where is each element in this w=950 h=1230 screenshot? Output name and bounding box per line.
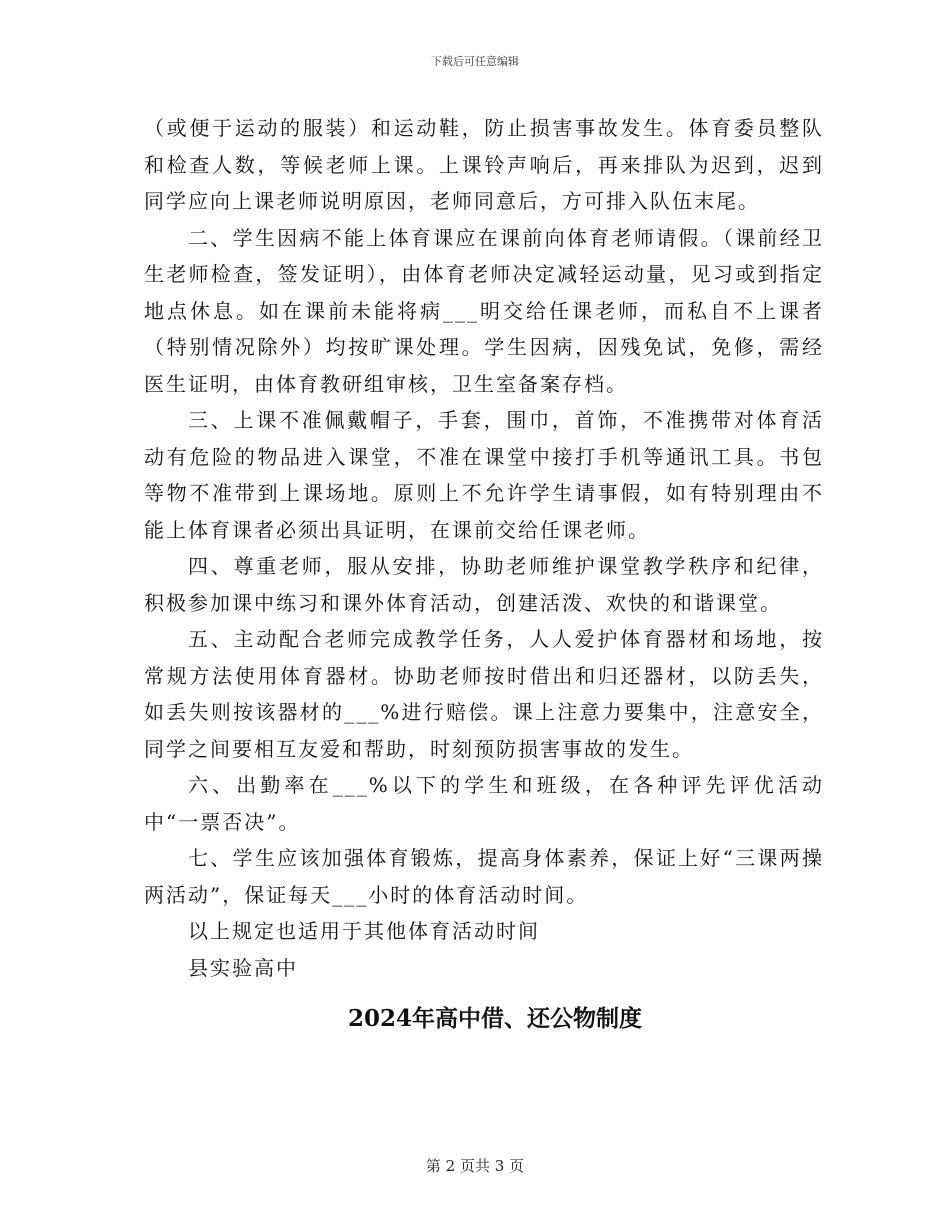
paragraph-signature: 县实验高中 [188,955,298,980]
document-body [144,110,824,986]
paragraph-rule-4: 四、尊重老师，服从安排，协助老师维护课堂教学秩序和纪律，积极参加课中练习和课外体育活动，创建活泼、欢快的和谐课堂。 [144,554,824,615]
paragraph-applicability: 以上规定也适用于其他体育活动时间 [188,919,540,943]
page-footer: 第 2 页共 3 页 [425,1157,525,1175]
paragraph-rule-6: 六、出勤率在___%以下的学生和班级，在各种评先评优活动中“一票否决”。 [144,773,824,834]
paragraph-continuation: （或便于运动的服装）和运动鞋，防止损害事故发生。体育委员整队和检查人数，等候老师上课。上课铃声响后，再来排队为迟到，迟到同学应向上课老师说明原因，老师同意后，方可排入队伍末尾。 [144,116,824,213]
paragraph-rule-2: 二、学生因病不能上体育课应在课前向体育老师请假。（课前经卫生老师检查，签发证明），由体育老师决定减轻运动量，见习或到指定地点休息。如在课前未能将病___明交给任课老师，而私自不上课者（特别情况除外）均按旷课处理。学生因病，因残免试，免修，需经医生证明，由体育教研组审核，卫生室备案存档。 [144,225,824,396]
paragraph-rule-7: 七、学生应该加强体育锻炼，提高身体素养，保证上好“三课两操两活动”，保证每天___小时的体育活动时间。 [144,846,824,907]
header-note: 下载后可任意编辑 [431,55,519,68]
paragraph-rule-3: 三、上课不准佩戴帽子，手套，围巾，首饰，不准携带对体育活动有危险的物品进入课堂，不准在课堂中接打手机等通讯工具。书包等物不准带到上课场地。原则上不允许学生请事假，如有特别理由不能上体育课者必须出具证明，在课前交给任课老师。 [144,408,824,542]
next-section-title: 2024年高中借、还公物制度 [347,1005,642,1032]
paragraph-rule-5: 五、主动配合老师完成教学任务，人人爱护体育器材和场地，按常规方法使用体育器材。协助老师按时借出和归还器材，以防丢失，如丢失则按该器材的___%进行赔偿。课上注意力要集中，注意安全，同学之间要相互友爱和帮助，时刻预防损害事故的发生。 [144,627,824,761]
